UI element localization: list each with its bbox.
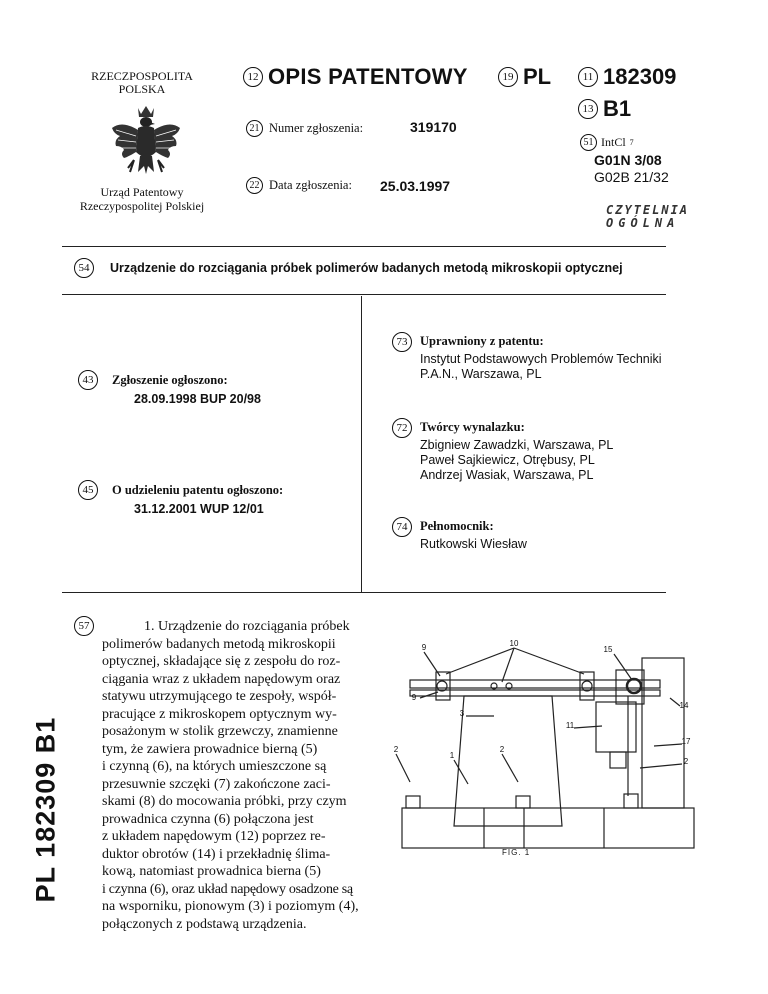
library-stamp: [606, 204, 689, 230]
document-type: [243, 64, 468, 90]
inid-code-12: 12: [243, 67, 263, 87]
patent-number-block: [578, 64, 676, 90]
patent-drawing-fig1: [384, 636, 704, 866]
application-number-row: [246, 120, 363, 137]
fig-label-2c: 2: [683, 757, 689, 766]
fig-label-11: 11: [565, 721, 575, 730]
country-line-1: RZECZPOSPOLITA: [91, 69, 193, 83]
inid-code-45: 45: [78, 480, 98, 500]
classification-secondary: G02B 21/32: [594, 169, 669, 185]
abstract-line-5: statywu utrzymującego te zespoły, współ-: [102, 689, 337, 704]
abstract-line-18: połączonych z podstawą urządzenia.: [102, 916, 307, 932]
abstract-line-3: optycznej, składające się z zespołu do roz-: [102, 654, 341, 669]
publication-43: [78, 370, 261, 406]
fig-label-9b: 9: [411, 693, 417, 702]
filing-date: 25.03.1997: [380, 178, 451, 194]
inid-code-19: 19: [498, 67, 518, 87]
application-number-label: Numer zgłoszenia:: [269, 121, 364, 135]
label-45: O udzieleniu patentu ogłoszono:: [112, 482, 284, 497]
inid-code-73: 73: [392, 332, 412, 352]
proprietor-line-1: Instytut Podstawowych Problemów Techniki: [420, 352, 662, 366]
abstract-line-11: skami (8) do mocowania próbki, przy czym: [102, 794, 347, 809]
country-code-block: [498, 64, 551, 90]
attorney-name: Rutkowski Wiesław: [420, 537, 527, 551]
abstract-line-7: posażonym w stolik grzewczy, znamienne: [102, 724, 338, 739]
label-73: Uprawniony z patentu:: [420, 334, 544, 348]
biblio-divider: [62, 592, 666, 593]
proprietor-73: [392, 332, 662, 382]
abstract-line-15: kową, natomiast prowadnica bierna (5): [102, 864, 321, 879]
abstract-line-1: 1. Urządzenie do rozciągania próbek: [144, 619, 350, 634]
figure-caption: FIG. 1: [502, 848, 531, 857]
worm-gear: [627, 679, 641, 693]
abstract-line-14: duktor obrotów (14) i przekładnię ślima-: [102, 846, 331, 862]
kind-code-block: [578, 96, 631, 122]
office-line-2: Rzeczypospolitej Polskiej: [79, 199, 205, 213]
abstract-line-6: pracujące z mikroskopem optycznym wy-: [102, 706, 337, 722]
abstract-line-10: przesuwnie szczęki (7) zakończone zaci-: [102, 776, 331, 792]
country-code: PL: [523, 64, 552, 89]
stamp-line-2: OGÓLNA: [606, 216, 680, 230]
abstract-line-13: z układem napędowym (12) poprzez re-: [102, 829, 326, 844]
patent-number: 182309: [603, 64, 677, 89]
value-45: 31.12.2001 WUP 12/01: [134, 502, 264, 516]
fig-label-10: 10: [509, 639, 519, 648]
biblio-column-divider: [361, 296, 362, 592]
fig-label-2a: 2: [393, 745, 399, 754]
polish-eagle-emblem-icon: [108, 102, 184, 184]
abstract-line-4: ciągania wraz z układem napędowym oraz: [102, 671, 341, 687]
inid-code-21: 21: [246, 120, 263, 137]
inventors-72: [392, 418, 613, 483]
inid-code-13: 13: [578, 99, 598, 119]
document-title: OPIS PATENTOWY: [268, 64, 468, 89]
country-name: [82, 70, 202, 96]
application-number: 319170: [410, 119, 457, 135]
stamp-line-1: CZYTELNIA: [606, 203, 690, 217]
intcl-sup: 7: [629, 138, 634, 147]
lower-rail: [410, 690, 660, 696]
inid-code-74: 74: [392, 517, 412, 537]
publication-45: [78, 480, 283, 516]
abstract-text: [102, 618, 370, 933]
abstract-line-12: prowadnica czynna (6) połączona jest: [102, 811, 314, 827]
inventor-3: Andrzej Wasiak, Warszawa, PL: [420, 468, 594, 482]
proprietor-line-2: P.A.N., Warszawa, PL: [420, 367, 542, 381]
abstract-line-16: i czynna (6), oraz układ napędowy osadzone są: [102, 881, 353, 897]
office-line-1: Urząd Patentowy: [100, 185, 184, 199]
invention-title-row: [74, 258, 623, 278]
inid-code-57: 57: [74, 616, 94, 636]
inid-code-22: 22: [246, 177, 263, 194]
country-line-2: POLSKA: [118, 82, 166, 96]
abstract-line-8: tym, że zawiera prowadnice bierną (5): [102, 741, 318, 757]
label-72: Twórcy wynalazku:: [420, 420, 525, 434]
inid-code-43: 43: [78, 370, 98, 390]
attorney-74: [392, 517, 527, 552]
intcl-label: IntCl: [601, 135, 626, 149]
fig-label-3: 3: [459, 709, 465, 718]
kind-code: B1: [603, 96, 632, 121]
invention-title: Urządzenie do rozciągania próbek polimerów badanych metodą mikroskopii optycznej: [110, 261, 623, 275]
fig-label-9a: 9: [421, 643, 427, 652]
inid-code-72: 72: [392, 418, 412, 438]
classification-header: [580, 134, 634, 151]
abstract-line-17: na wsporniku, pionowym (3) i poziomym (4),: [102, 899, 359, 914]
label-43: Zgłoszenie ogłoszono:: [112, 372, 228, 387]
fig-label-1: 1: [449, 751, 455, 760]
inid-code-51: 51: [580, 134, 597, 151]
inventor-2: Paweł Sajkiewicz, Otrębusy, PL: [420, 453, 595, 467]
inventor-1: Zbigniew Zawadzki, Warszawa, PL: [420, 438, 614, 452]
fig-label-15: 15: [603, 645, 613, 654]
title-divider: [62, 294, 666, 295]
inid-code-11: 11: [578, 67, 598, 87]
filing-date-row: [246, 177, 352, 194]
side-patent-label: PL 182309 B1: [30, 716, 61, 903]
abstract-line-2: polimerów badanych metodą mikroskopii: [102, 636, 336, 652]
reducer: [596, 702, 636, 752]
value-43: 28.09.1998 BUP 20/98: [134, 392, 261, 406]
abstract-line-9: i czynną (6), na których umieszczone są: [102, 759, 327, 774]
fig-label-2b: 2: [499, 745, 505, 754]
header-divider: [62, 246, 666, 247]
patent-office-name: [52, 185, 232, 213]
fig-label-17: 17: [681, 737, 691, 746]
label-74: Pełnomocnik:: [420, 519, 494, 533]
classification-main: G01N 3/08: [594, 152, 662, 168]
filing-date-label: Data zgłoszenia:: [269, 178, 352, 192]
base: [402, 808, 694, 848]
fig-label-14: 14: [679, 701, 689, 710]
inid-code-54: 54: [74, 258, 94, 278]
